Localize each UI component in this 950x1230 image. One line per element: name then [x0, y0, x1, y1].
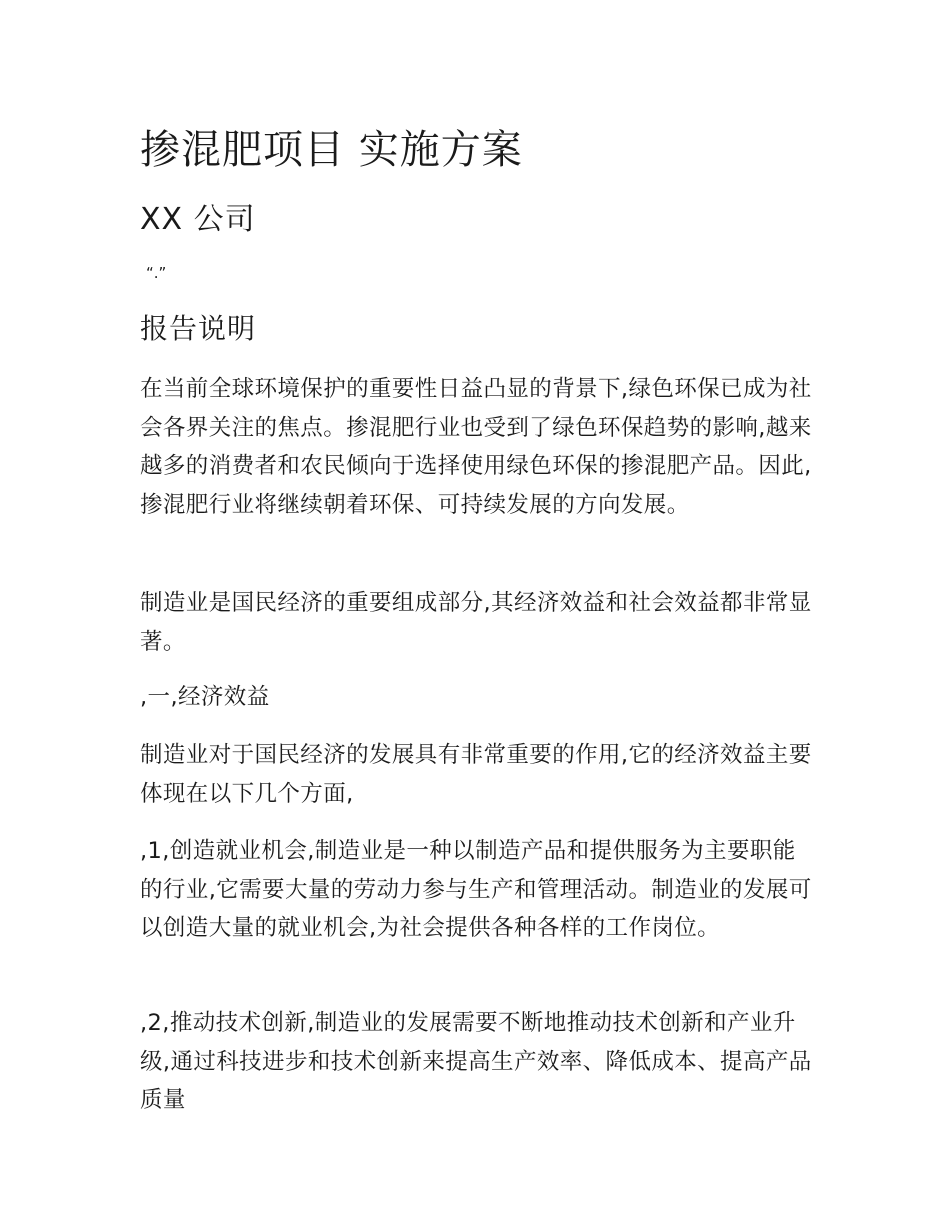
paragraph-green-environment: 在当前全球环境保护的重要性日益凸显的背景下,绿色环保已成为社会各界关注的焦点。掺混肥行业也受到了绿色环保趋势的影响,越来越多的消费者和农民倾向于选择使用绿色环保的掺混肥产品。因此,掺混肥行业将继续朝着环保、可持续发展的方向发展。	[140, 376, 812, 518]
paragraph-employment: ,1,创造就业机会,制造业是一种以制造产品和提供服务为主要职能的行业,它需要大量的劳动力参与生产和管理活动。制造业的发展可以创造大量的就业机会,为社会提供各种各样的工作岗位。	[140, 838, 812, 941]
company-name: XX 公司	[140, 202, 256, 237]
paragraph-manufacturing-importance: 制造业是国民经济的重要组成部分,其经济效益和社会效益都非常显著。	[140, 590, 812, 655]
paragraph-economic-role: 制造业对于国民经济的发展具有非常重要的作用,它的经济效益主要体现在以下几个方面,	[140, 742, 812, 807]
subheading-economic-benefits: ,一,经济效益	[140, 684, 270, 710]
paragraph-technology-innovation: ,2,推动技术创新,制造业的发展需要不断地推动技术创新和产业升级,通过科技进步和技术创新来提高生产效率、降低成本、提高产品质量	[140, 1010, 812, 1113]
section-heading-report-description: 报告说明	[140, 312, 257, 345]
document-title: 掺混肥项目 实施方案	[140, 127, 523, 173]
quote-mark: “.”	[146, 264, 167, 282]
